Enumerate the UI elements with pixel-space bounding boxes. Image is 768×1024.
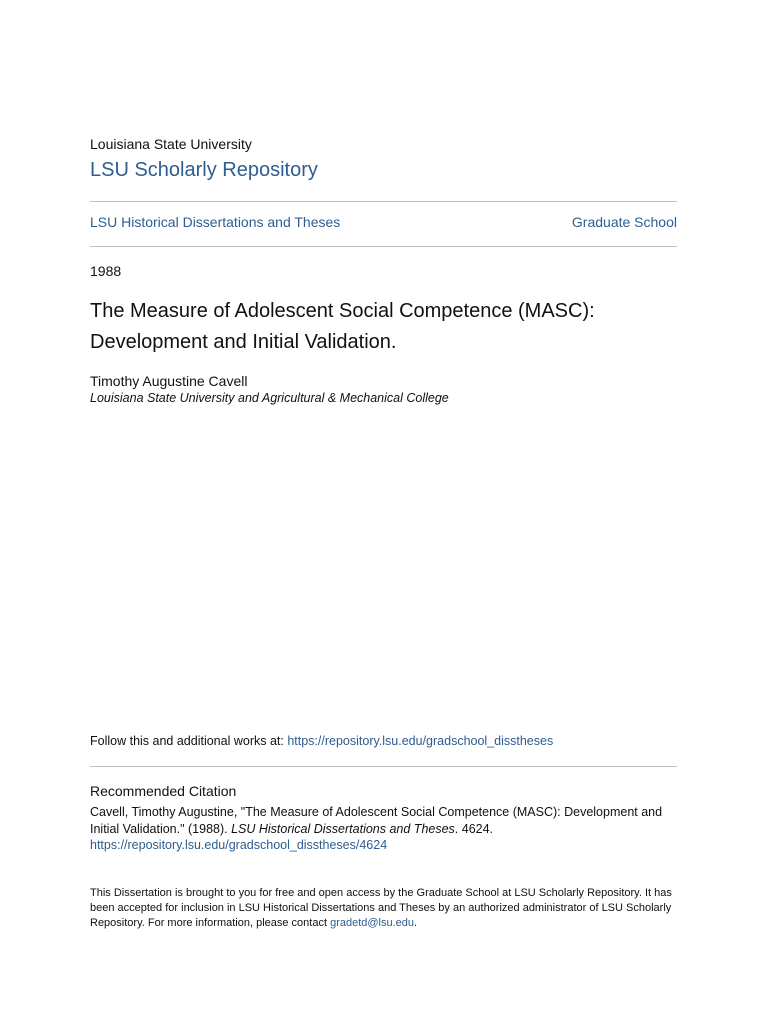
divider-breadcrumb <box>90 246 677 247</box>
title-line-1: The Measure of Adolescent Social Competence (MASC): <box>90 300 595 322</box>
follow-line <box>90 733 677 749</box>
notice-end: . <box>414 917 418 929</box>
citation-link[interactable]: https://repository.lsu.edu/gradschool_disstheses/4624 <box>90 838 388 852</box>
publication-year: 1988 <box>90 263 122 279</box>
citation-number: . 4624. <box>454 821 494 836</box>
citation-heading: Recommended Citation <box>90 783 237 799</box>
graduate-school-link[interactable]: Graduate School <box>571 214 677 230</box>
access-notice <box>90 886 677 931</box>
notice-text: This Dissertation is brought to you for free and open access by the Graduate School at LSU Scholarly Repository. It has been accepted for inclusion in LSU Historical Dissertations and Theses by an authorized administrator of LSU Scholarly Repository. For more information, please contact <box>90 887 672 929</box>
repository-link[interactable]: LSU Scholarly Repository <box>90 159 318 181</box>
citation-text: Cavell, Timothy Augustine, "The Measure of Adolescent Social Competence (MASC): Development and Initial Validation." (1988). <box>90 805 663 836</box>
citation-series: LSU Historical Dissertations and Theses <box>231 821 455 836</box>
repository-header <box>90 157 677 183</box>
divider-citation <box>90 766 677 767</box>
author-name: Timothy Augustine Cavell <box>90 373 248 389</box>
author-affiliation: Louisiana State University and Agricultural & Mechanical College <box>90 391 449 405</box>
divider-top <box>90 201 677 202</box>
collection-link[interactable]: LSU Historical Dissertations and Theses <box>90 214 341 230</box>
document-title <box>90 296 677 358</box>
cover-page <box>90 0 677 1024</box>
breadcrumb <box>90 213 677 231</box>
citation-block <box>90 804 677 854</box>
follow-text: Follow this and additional works at: <box>90 734 288 748</box>
university-name: Louisiana State University <box>90 136 252 152</box>
contact-email-link[interactable]: gradetd@lsu.edu <box>330 917 415 929</box>
title-line-2: Development and Initial Validation. <box>90 331 397 353</box>
follow-link[interactable]: https://repository.lsu.edu/gradschool_disstheses <box>287 734 554 748</box>
